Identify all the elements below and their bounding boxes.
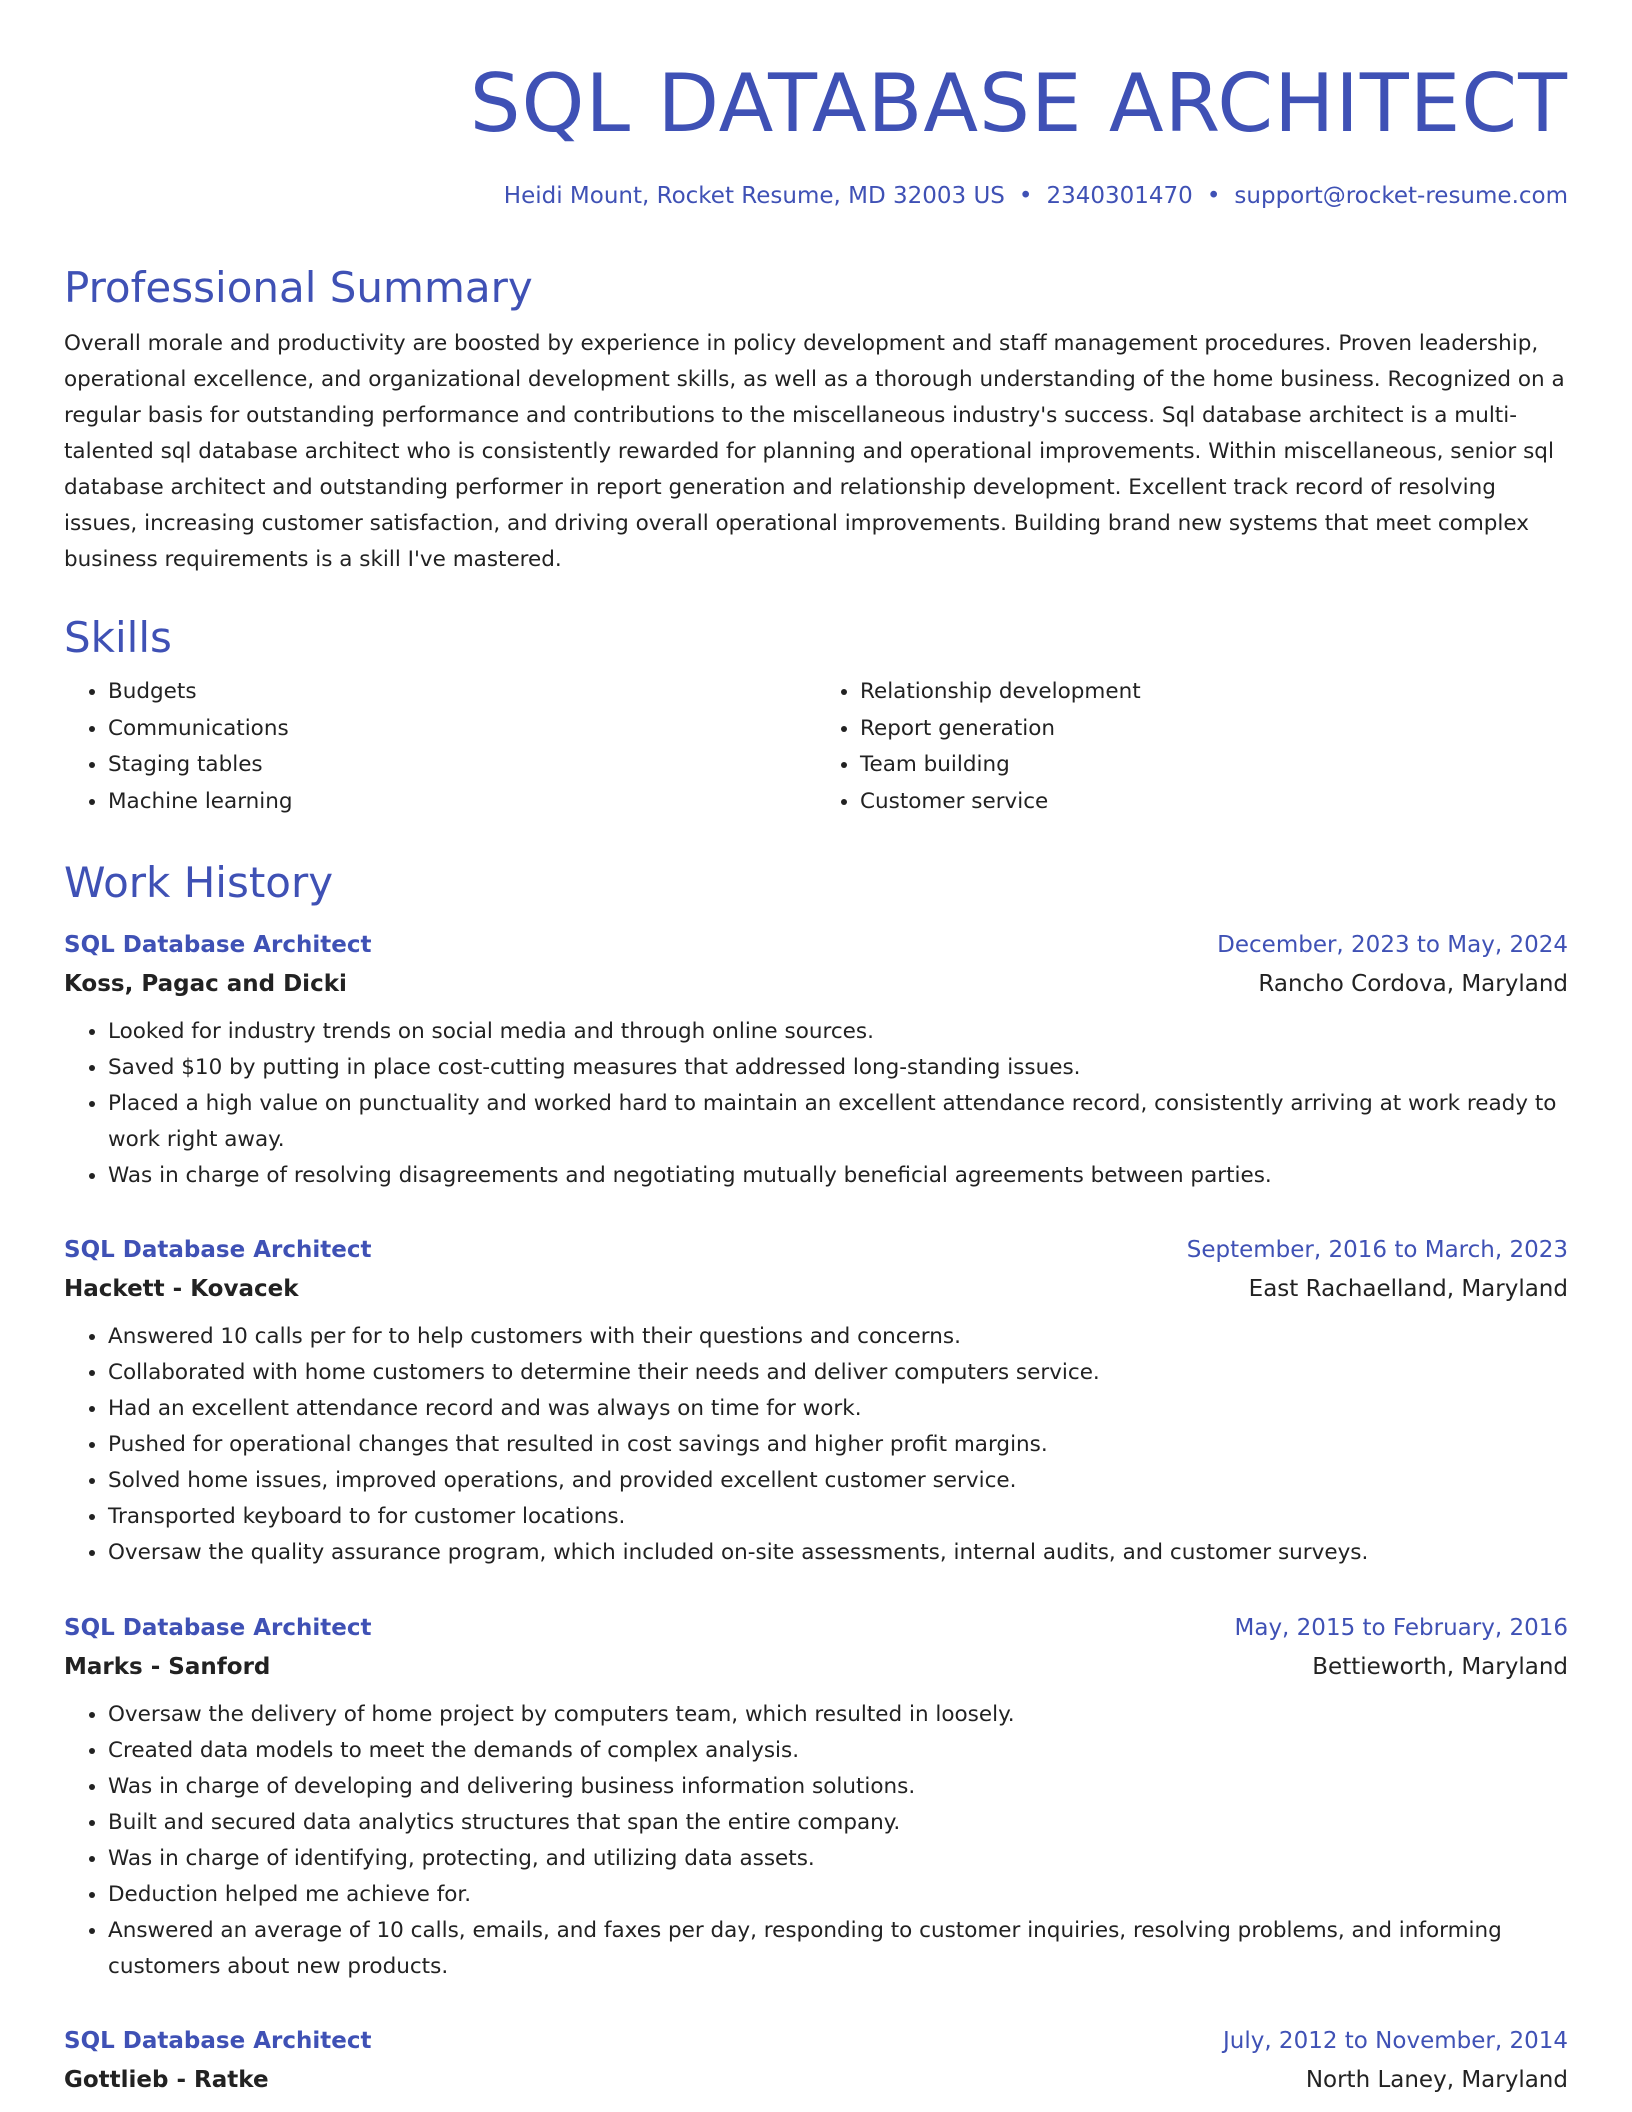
skill-item: • Customer service: [860, 784, 1568, 821]
skills-columns: [64, 674, 1568, 820]
job-title: SQL Database Architect: [64, 1615, 372, 1641]
job-bullet: • Transported keyboard to for customer locations.: [108, 1499, 1568, 1535]
job-subheader-row: [64, 964, 1568, 1004]
job-bullet: • Oversaw the delivery of home project by computers team, which resulted in loosely.: [108, 1697, 1568, 1733]
job-entry: [64, 926, 1568, 1194]
job-bullet: • Pushed for operational changes that resulted in cost savings and higher profit margins.: [108, 1427, 1568, 1463]
job-title: SQL Database Architect: [64, 2028, 372, 2054]
job-bullets: [64, 1319, 1568, 1571]
job-company: Marks - Sanford: [64, 1654, 271, 1680]
job-bullet: • Answered an average of 10 calls, emails, and faxes per day, responding to customer inquiries, resolving problems, and informing customers about new products.: [108, 1913, 1568, 1985]
job-bullet: • Deduction helped me achieve for.: [108, 1877, 1568, 1913]
section-heading-summary: Professional Summary: [64, 263, 533, 312]
job-bullet: • Solved home issues, improved operations, and provided excellent customer service.: [108, 1463, 1568, 1499]
professional-summary-section: [64, 262, 1568, 578]
job-entry: [64, 2022, 1568, 2100]
job-header-row: [64, 1609, 1568, 1647]
skills-section: [64, 612, 1568, 820]
job-bullet: • Created data models to meet the demands of complex analysis.: [108, 1733, 1568, 1769]
contact-line: [504, 180, 1568, 212]
job-header-row: [64, 2022, 1568, 2060]
job-bullet: • Was in charge of resolving disagreements and negotiating mutually beneficial agreements between parties.: [108, 1158, 1568, 1194]
skill-item: • Team building: [860, 747, 1568, 784]
job-dates: May, 2015 to February, 2016: [1234, 1615, 1568, 1641]
job-bullet: • Looked for industry trends on social media and through online sources.: [108, 1014, 1568, 1050]
job-entry: [64, 1609, 1568, 1985]
section-heading-skills: Skills: [64, 613, 172, 662]
job-location: North Laney, Maryland: [1305, 2067, 1568, 2093]
job-bullets: [64, 1014, 1568, 1194]
skill-item: • Budgets: [108, 674, 816, 711]
skill-item: • Staging tables: [108, 747, 816, 784]
job-header-row: [64, 1231, 1568, 1269]
job-dates: July, 2012 to November, 2014: [1222, 2028, 1568, 2054]
skill-item: • Communications: [108, 711, 816, 748]
skill-item: • Relationship development: [860, 674, 1568, 711]
skill-item: • Report generation: [860, 711, 1568, 748]
work-history-section: [64, 857, 1568, 909]
job-subheader-row: [64, 2060, 1568, 2100]
job-title: SQL Database Architect: [64, 1237, 372, 1263]
bullet-separator: •: [1206, 183, 1221, 209]
job-location: Rancho Cordova, Maryland: [1258, 971, 1568, 997]
summary-text: Overall morale and productivity are boosted by experience in policy development and staff management procedures. Proven leadership, operational excellence, and organizational development skills, as well as a thorough understanding of the home business. Recognized on a regular basis for outstanding performance and contributions to the miscellaneous industry's success. Sql database architect is a multi-talented sql database architect who is consistently rewarded for planning and operational improvements. Within miscellaneous, senior sql database architect and outstanding performer in report generation and relationship development. Excellent track record of resolving issues, increasing customer satisfaction, and driving overall operational improvements. Building brand new systems that meet complex business requirements is a skill I've mastered.: [64, 331, 1565, 572]
job-header-row: [64, 926, 1568, 964]
job-company: Koss, Pagac and Dicki: [64, 971, 347, 997]
job-bullet: • Built and secured data analytics structures that span the entire company.: [108, 1805, 1568, 1841]
job-bullet: • Saved $10 by putting in place cost-cutting measures that addressed long-standing issues.: [108, 1050, 1568, 1086]
job-bullet: • Was in charge of identifying, protecting, and utilizing data assets.: [108, 1841, 1568, 1877]
job-location: Bettieworth, Maryland: [1312, 1654, 1568, 1680]
skills-list-left: [64, 674, 816, 820]
job-bullet: • Collaborated with home customers to determine their needs and deliver computers service.: [108, 1355, 1568, 1391]
job-bullet: • Was in charge of developing and delivering business information solutions.: [108, 1769, 1568, 1805]
job-dates: September, 2016 to March, 2023: [1186, 1237, 1568, 1263]
skills-list-right: [816, 674, 1568, 820]
job-title: SQL Database Architect: [64, 932, 372, 958]
job-location: East Rachaelland, Maryland: [1248, 1276, 1568, 1302]
page-title: SQL DATABASE ARCHITECT: [469, 57, 1568, 150]
skill-item: • Machine learning: [108, 784, 816, 821]
job-bullet: • Had an excellent attendance record and was always on time for work.: [108, 1391, 1568, 1427]
job-bullet: • Answered 10 calls per for to help customers with their questions and concerns.: [108, 1319, 1568, 1355]
bullet-separator: •: [1018, 183, 1033, 209]
contact-email: support@rocket-resume.com: [1234, 183, 1568, 209]
job-bullet: • Oversaw the quality assurance program, which included on-site assessments, internal audits, and customer surveys.: [108, 1535, 1568, 1571]
section-heading-work: Work History: [64, 858, 334, 907]
job-dates: December, 2023 to May, 2024: [1217, 932, 1568, 958]
contact-phone: 2340301470: [1046, 183, 1193, 209]
job-subheader-row: [64, 1269, 1568, 1309]
job-company: Gottlieb - Ratke: [64, 2067, 269, 2093]
job-bullets: [64, 1697, 1568, 1985]
job-subheader-row: [64, 1647, 1568, 1687]
job-company: Hackett - Kovacek: [64, 1276, 299, 1302]
job-entry: [64, 1231, 1568, 1571]
contact-address: Heidi Mount, Rocket Resume, MD 32003 US: [503, 183, 1005, 209]
job-bullet: • Placed a high value on punctuality and worked hard to maintain an excellent attendance record, consistently arriving at work ready to work right away.: [108, 1086, 1568, 1158]
